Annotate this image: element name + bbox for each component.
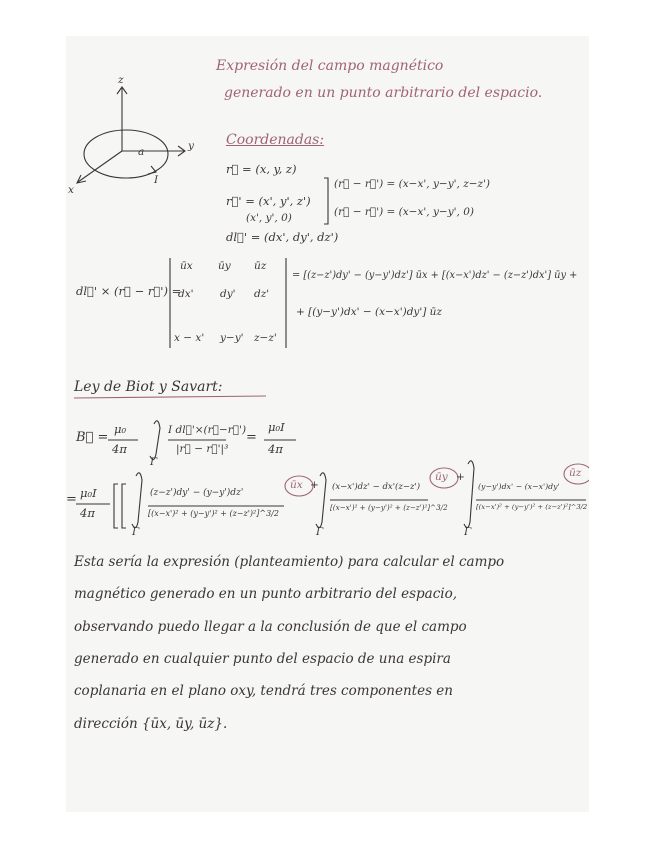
biot-4pi-2: 4π bbox=[268, 442, 283, 456]
coordinates-heading: Coordenadas: bbox=[226, 132, 325, 148]
exp-plus-2: + bbox=[456, 471, 465, 483]
z-axis-label: z bbox=[118, 74, 124, 86]
biot-B: B⃗ = bbox=[76, 430, 109, 445]
exp-gamma-3: Γ bbox=[464, 526, 472, 538]
paragraph-line-6: dirección {ūx, ūy, ūz}. bbox=[74, 716, 228, 732]
paragraph-line-1: Esta sería la expresión (planteamiento) para calcular el campo bbox=[74, 554, 505, 570]
radius-label: a bbox=[138, 146, 145, 158]
unit-uz: ūz bbox=[569, 467, 582, 479]
current-label: I bbox=[154, 174, 159, 186]
matrix-31: x − x' bbox=[174, 332, 205, 344]
cross-result-1: = [(z−z')dy' − (y−y')dz'] ūx + [(x−x')dz' − (z−z')dx'] ūy + bbox=[292, 270, 578, 281]
coord-r-prime-sub: (x', y', 0) bbox=[246, 212, 292, 224]
paragraph-line-2: magnético generado en un punto arbitrario del espacio, bbox=[74, 586, 458, 602]
unit-uy: ūy bbox=[435, 471, 448, 483]
cross-result-2: + [(y−y')dx' − (x−x')dy'] ūz bbox=[296, 306, 442, 318]
y-axis-label: y bbox=[188, 140, 194, 152]
exp-t3-num: (y−y')dx' − (x−x')dy' bbox=[478, 482, 560, 491]
exp-equals: = bbox=[66, 492, 77, 507]
title-line-2: generado en un punto arbitrario del espacio. bbox=[224, 85, 543, 101]
biot-gamma: Γ bbox=[150, 456, 158, 468]
biot-equals: = bbox=[246, 430, 257, 445]
notebook-page bbox=[66, 36, 589, 812]
biot-integrand-den: |r⃗ − r⃗'|³ bbox=[176, 443, 229, 455]
paragraph-line-4: generado en cualquier punto del espacio de una espira bbox=[74, 651, 451, 667]
matrix-21: dx' bbox=[178, 288, 194, 300]
matrix-23: dz' bbox=[254, 288, 270, 300]
exp-t2-num: (x−x')dz' − dx'(z−z') bbox=[332, 482, 421, 492]
matrix-22: dy' bbox=[220, 288, 236, 300]
title-line-1: Expresión del campo magnético bbox=[216, 58, 444, 74]
exp-t3-den: [(x−x')² + (y−y')² + (z−z')²]^3/2 bbox=[476, 503, 588, 511]
exp-plus-1: + bbox=[310, 479, 319, 491]
matrix-12: ūy bbox=[218, 260, 231, 272]
cross-lhs: dl⃗' × (r⃗ − r⃗') = bbox=[76, 284, 182, 298]
exp-gamma-2: Γ bbox=[316, 526, 324, 538]
paragraph-line-5: coplanaria en el plano oxy, tendrá tres componentes en bbox=[74, 683, 453, 699]
coord-dl: dl⃗' = (dx', dy', dz') bbox=[226, 230, 339, 244]
biot-4pi: 4π bbox=[112, 442, 127, 456]
coord-r: r⃗ = (x, y, z) bbox=[226, 162, 297, 176]
matrix-11: ūx bbox=[180, 260, 193, 272]
paragraph-line-3: observando puedo llegar a la conclusión de que el campo bbox=[74, 619, 467, 635]
biot-mu0: μ₀ bbox=[114, 422, 127, 436]
matrix-33: z−z' bbox=[254, 332, 277, 344]
matrix-13: ūz bbox=[254, 260, 267, 272]
exp-4pi: 4π bbox=[80, 506, 95, 520]
exp-muI: μ₀I bbox=[80, 486, 97, 500]
biot-integrand-num: I dl⃗'×(r⃗−r⃗') bbox=[168, 424, 247, 436]
coord-diff-1: (r⃗ − r⃗') = (x−x', y−y', z−z') bbox=[334, 178, 491, 190]
exp-t1-den: [(x−x')² + (y−y')² + (z−z')²]^3/2 bbox=[148, 509, 279, 518]
coord-r-prime: r⃗' = (x', y', z') bbox=[226, 194, 311, 208]
biot-muI: μ₀I bbox=[268, 420, 285, 434]
unit-ux: ūx bbox=[290, 479, 303, 491]
exp-gamma-1: Γ bbox=[132, 526, 140, 538]
x-axis-label: x bbox=[68, 184, 74, 196]
exp-t2-den: [(x−x')² + (y−y')² + (z−z')²]^3/2 bbox=[330, 503, 448, 512]
biot-heading: Ley de Biot y Savart: bbox=[74, 379, 223, 395]
matrix-32: y−y' bbox=[220, 332, 244, 344]
coord-diff-2: (r⃗ − r⃗') = (x−x', y−y', 0) bbox=[334, 206, 474, 218]
exp-t1-num: (z−z')dy' − (y−y')dz' bbox=[150, 488, 244, 498]
